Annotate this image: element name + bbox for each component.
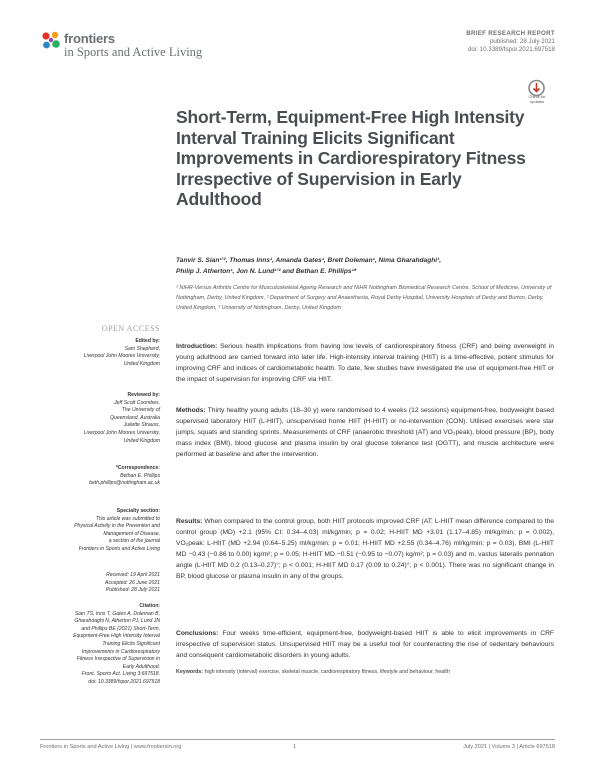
side-line: The University of [121, 407, 160, 414]
journal-logo[interactable] [40, 28, 260, 68]
correspondence-block [30, 465, 160, 488]
side-line: Training Elicits Significant [102, 640, 160, 647]
side-line: Juliette Strauss, [123, 422, 160, 429]
footer-volume: July 2021 | Volume 3 | Article 697518 [463, 744, 555, 750]
abstract-results [176, 516, 554, 582]
keywords-label: Keywords: [176, 669, 204, 675]
correspondence-label: *Correspondence: [115, 465, 160, 471]
correspondence-email[interactable]: beth.phillips@nottingham.ac.uk [89, 480, 160, 487]
section-label: Results: [176, 518, 203, 525]
side-line: Sam Shepherd, [124, 345, 160, 352]
section-text: When compared to the control group, both HIIT protocols improved CRF (AT: L-HIIT mean difference compared to the control group (MD) +2.1 (95% CI: 0.34–4.03) ml/kg/min; p = 0.02; H-HIIT MD +3.01 (1.17–4.85) ml/kg/min; p = 0.002), VO₂peak: L-HIIT (MD +2.94 (0.64–5.25) ml/kg/min; p = 0.01; H-HIIT MD +2.55 (0.34–4.76) ml/kg/min; p = 0.03), BMI (L-HIIT MD −0.43 (−0.86 to 0.00) kg/m²; p = 0.05; H-HIIT MD −0.51 (−0.95 to −0.07) kg/m²; p = 0.03) and m. vastus lateralis pennation angle (L-HIIT MD 0.2 (0.13–0.27)°; p < 0.001; H-HIIT MD 0.17 (0.09 to 0.24)°; p < 0.001). There was no significant change in BP, blood glucose or plasma insulin in any of the groups. [176, 518, 555, 581]
page-number: 1 [293, 744, 297, 750]
page-footer [40, 739, 555, 750]
received-date: Received: 19 April 2021 [106, 572, 160, 578]
side-line: Early Adulthood. [122, 663, 160, 670]
side-line: Gharahdaghi N, Atherton PJ, Lund JN [74, 618, 160, 625]
author-list [176, 255, 556, 277]
side-line: This article was submitted to [95, 515, 160, 522]
side-line: Liverpool John Moores University, [83, 353, 160, 360]
affiliations: ¹ NIHR-Versus Arthritis Centre for Musculoskeletal Ageing Research and NIHR Nottingham Biomedical Research Centre, School of Medicine, University of Nottingham, Derby, United Kingdom, ² Department of Surgery and Anaesthesia, Royal Derby Hospital, University Hospitals of Derby and Burton, Derby, United Kingdom, ³ University of Nottingham, Derby, United Kingdom [176, 285, 552, 311]
section-label: Methods: [176, 407, 206, 414]
reviewed-by-label: Reviewed by: [127, 392, 160, 398]
edited-by-label: Edited by: [135, 338, 160, 344]
footer-journal-link[interactable]: Frontiers in Sports and Active Living | www.frontiersin.org [40, 744, 182, 750]
side-line: Physical Activity in the Prevention and [74, 523, 160, 530]
side-line: United Kingdom [123, 360, 160, 367]
side-line: Frontiers in Sports and Active Living [78, 545, 160, 552]
reviewed-by-block [30, 392, 160, 445]
author-line: Tanvir S. Sian¹ʼ², Thomas Inns¹, Amanda Gates¹, Brett Doleman¹, Nima Gharahdaghi¹, [176, 257, 442, 264]
abstract-conclusions [176, 628, 554, 661]
section-text: Serious health implications from having low levels of cardiorespiratory fitness (CRF) and being overweight in young adulthood are carried forward into later life. High-intensity interval training (HIIT) is a time-effective, potent stimulus for improving CRF and indices of cardiometabolic health. To date, few studies have investigated the use of equipment-free HIIT or the impact of supervision for improving CRF via HIIT. [176, 343, 555, 384]
logo-wordmark: frontiers [64, 31, 115, 46]
abstract-methods [176, 405, 554, 460]
side-line: Management of Disease, [103, 530, 160, 537]
author-line: Philip J. Atherton¹, Jon N. Lund¹ʼ² and Bethan E. Phillips¹* [176, 268, 357, 275]
keywords [176, 668, 554, 678]
article-title: Short-Term, Equipment-Free High Intensity Interval Training Elicits Significant Improvements in Cardiorespiratory Fitness Irrespective of Supervision in Early Adulthood [176, 107, 526, 209]
keywords-text: high intensity (interval) exercise, skeletal muscle, cardiorespiratory fitness, lifestyle and behaviour, health [204, 669, 450, 675]
side-line: Jeff Scott Coombes, [114, 399, 160, 406]
article-doi[interactable]: doi: 10.3389/fspor.2021.697518 [467, 46, 555, 53]
abstract-introduction [176, 341, 554, 385]
journal-name: in Sports and Active Living [64, 45, 203, 59]
check-for-updates-label: Check for updates [528, 94, 546, 104]
section-label: Conclusions: [176, 630, 219, 637]
section-text: Thirty healthy young adults (18–30 y) were randomised to 4 weeks (12 sessions) equipment-free, bodyweight based supervised laboratory HIIT (L-HIIT), unsupervised home HIIT (H-HIIT) or no-intervention (CON). Utilised exercises were star jumps, squats and standing sprints. Measurements of CRF (anaerobic threshold (AT) and VO₂peak), blood pressure (BP), body mass index (BMI), blood glucose and plasma insulin by oral glucose tolerance test (OGTT), and muscle architecture were performed at baseline and after the intervention. [176, 407, 554, 459]
dates-block [30, 572, 160, 595]
section-label: Introduction: [176, 343, 218, 350]
side-line: Fitness Irrespective of Supervision in [76, 656, 160, 663]
accepted-date: Accepted: 26 June 2021 [105, 579, 160, 586]
section-text: Four weeks time-efficient, equipment-free, bodyweight-based HIIT is able to elicit improvements in CRF irrespective of supervision status. Unsupervised HIIT may be a useful tool for counteracting the rise of sedentary behaviours and consequent cardiometabolic disorders in young adults. [176, 630, 555, 660]
side-line: Queensland, Australia [110, 414, 160, 421]
article-meta [466, 30, 555, 54]
side-line: and Phillips BE (2021) Short-Term, [81, 625, 160, 632]
specialty-block [30, 508, 160, 554]
side-line: Equipment-Free High Intensity Interval [73, 633, 160, 640]
citation-label: Citation: [139, 603, 160, 609]
side-line: Improvements in Cardiorespiratory [81, 648, 160, 655]
side-line: a section of the journal [108, 538, 160, 545]
side-line: Bethan E. Phillips [120, 472, 160, 479]
open-access-label: OPEN ACCESS [101, 324, 160, 333]
specialty-label: Specialty section: [116, 508, 160, 514]
published-date: published: 28 July 2021 [489, 38, 555, 45]
citation-block [30, 603, 160, 687]
edited-by-block [30, 338, 160, 368]
published-date-side: Published: 28 July 2021 [105, 587, 160, 594]
side-line: Front. Sports Act. Living 3:697518. [81, 671, 160, 678]
side-line: Sian TS, Inns T, Gates A, Doleman B, [74, 610, 160, 617]
citation-doi[interactable]: doi: 10.3389/fspor.2021.697518 [88, 678, 160, 685]
article-type: BRIEF RESEARCH REPORT [466, 30, 555, 37]
frontiers-logo-icon [40, 30, 62, 52]
side-line: United Kingdom [123, 437, 160, 444]
side-line: Liverpool John Moores University, [83, 429, 160, 436]
